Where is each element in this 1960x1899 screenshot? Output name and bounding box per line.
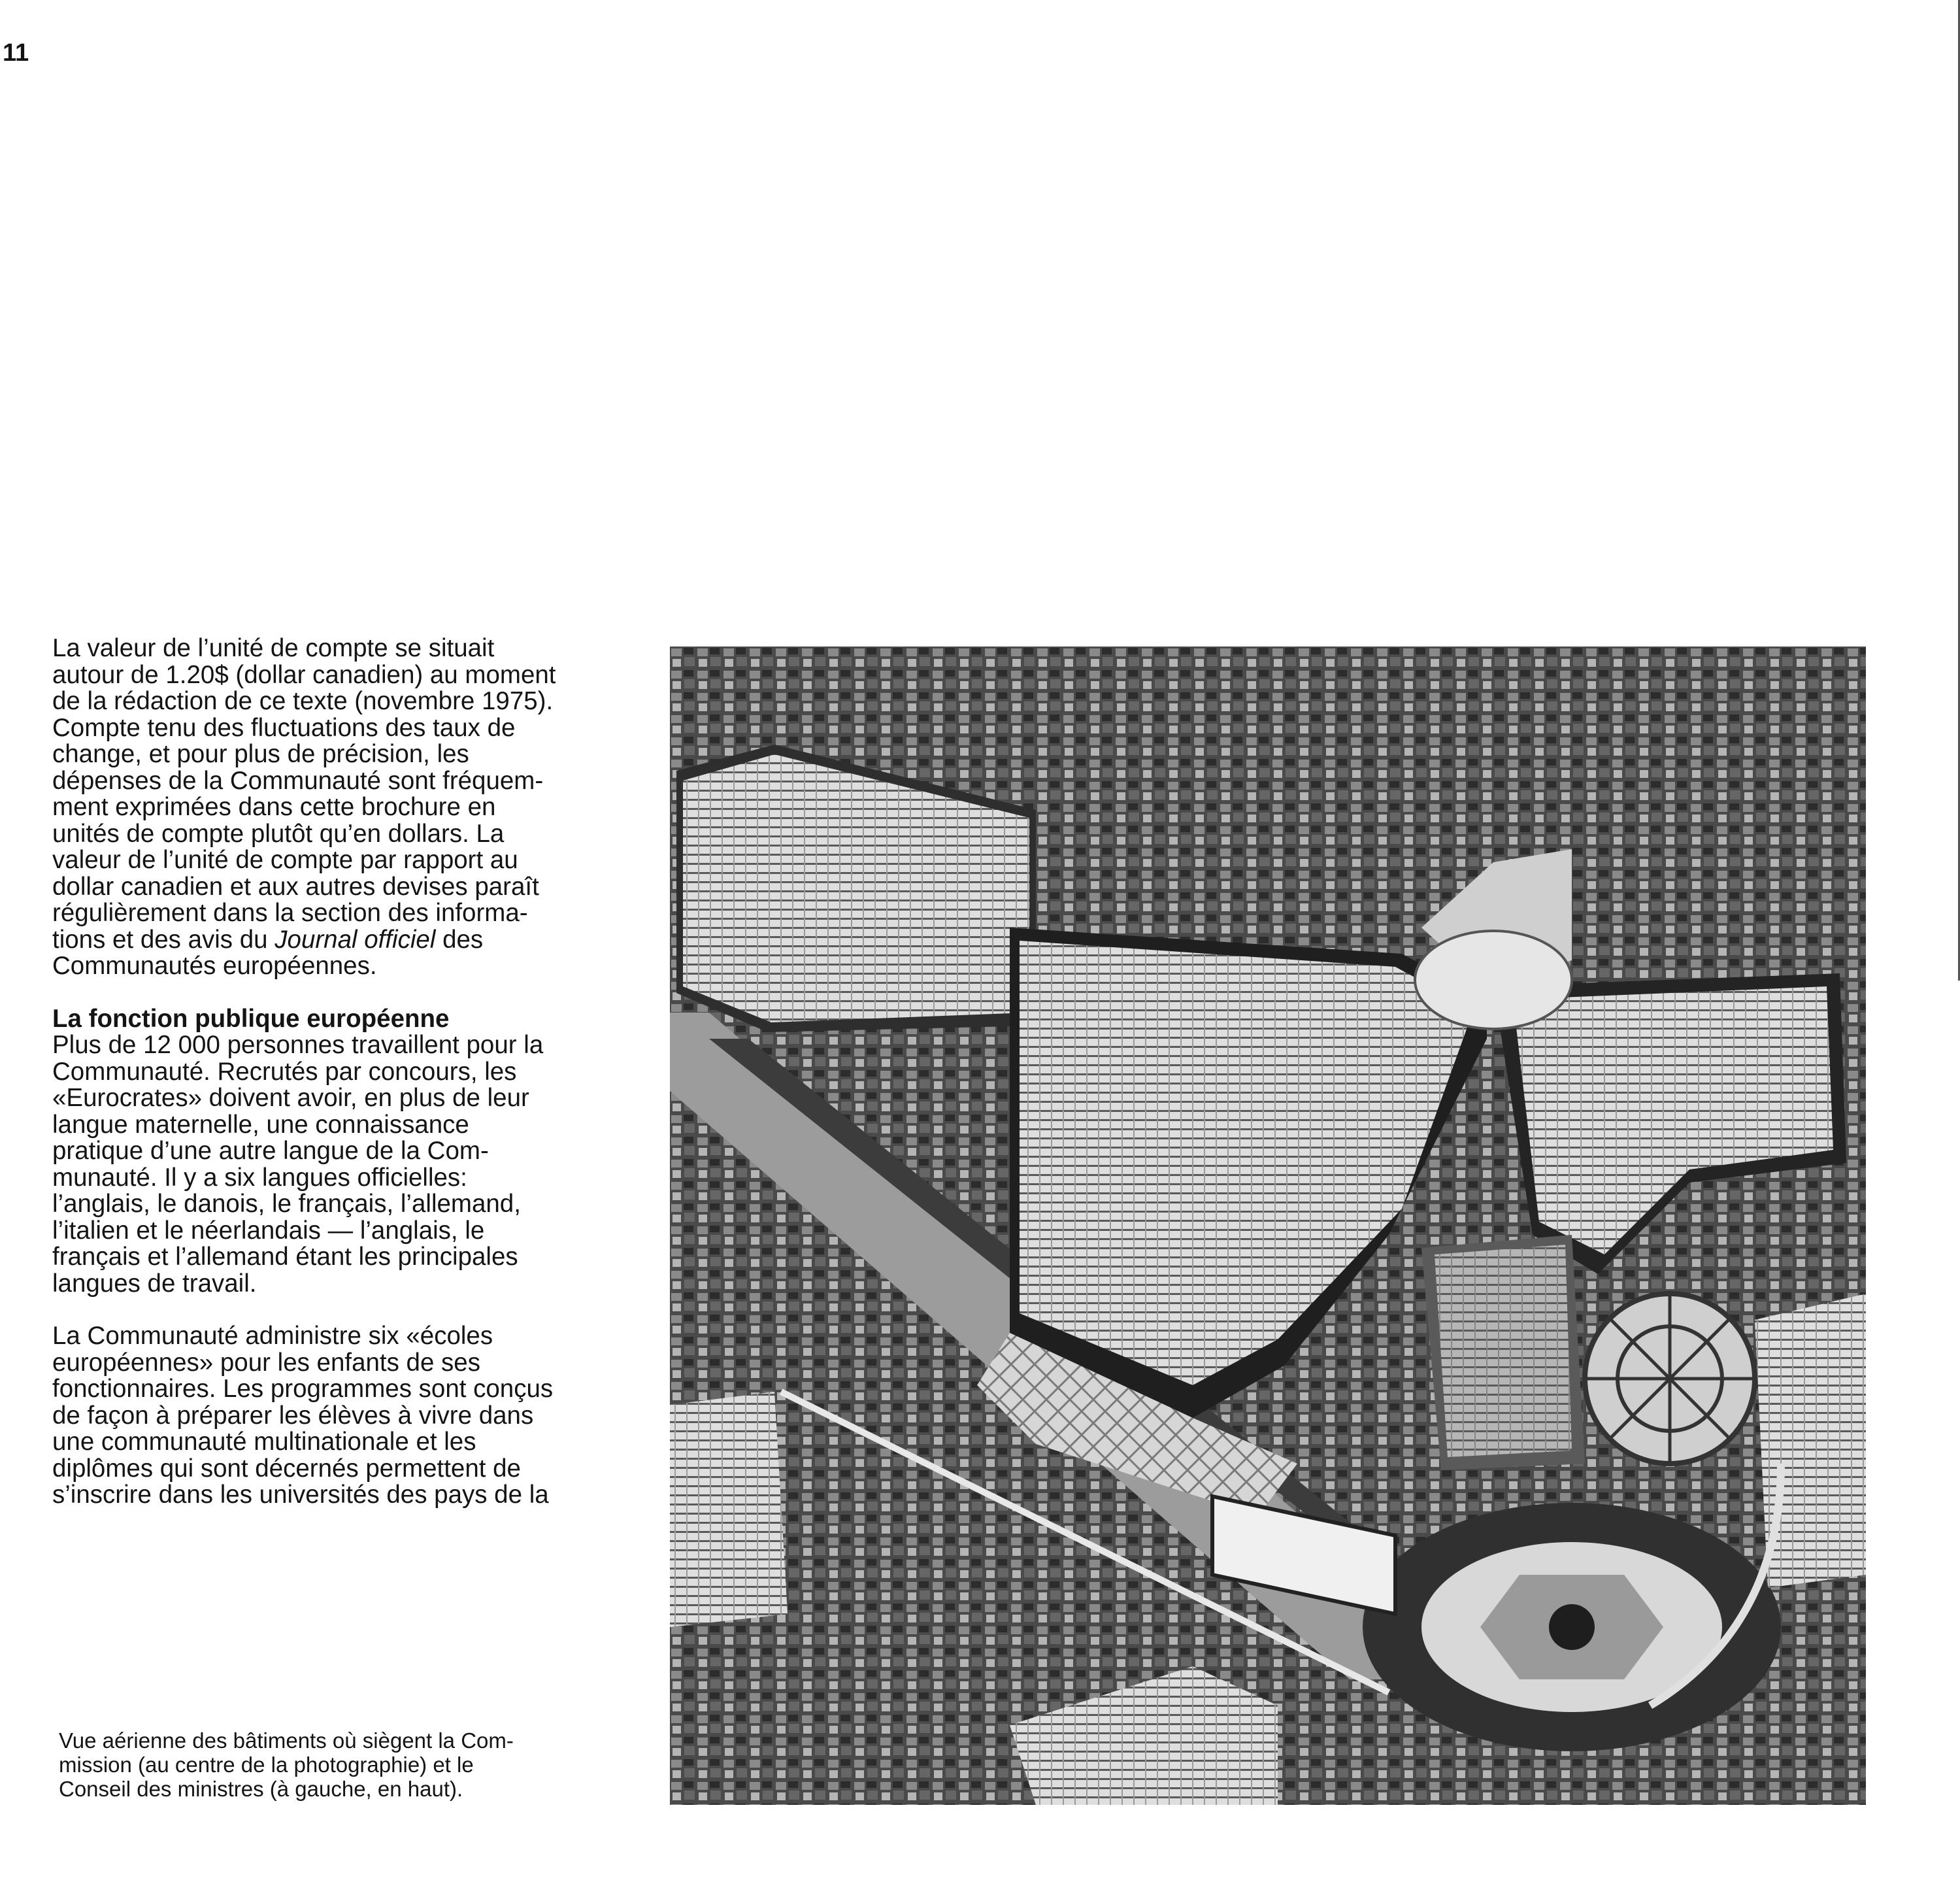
text-line: européennes» pour les enfants de ses	[52, 1348, 480, 1377]
body-text	[52, 635, 640, 1535]
caption-line: Vue aérienne des bâtiments où siègent la Com-	[59, 1728, 514, 1753]
text-line: unités de compte plutôt qu’en dollars. La	[52, 819, 505, 848]
text-line: dépenses de la Communauté sont fréquem-	[52, 766, 544, 795]
text-line: langue maternelle, une connaissance	[52, 1110, 469, 1139]
page-number: 11	[3, 39, 29, 67]
paragraph-european-schools	[52, 1323, 640, 1509]
text-line: l’italien et le néerlandais — l’anglais, le	[52, 1216, 485, 1245]
aerial-photo	[670, 647, 1866, 1805]
text-line: pratique d’une autre langue de la Com-	[52, 1137, 489, 1165]
text-line: diplômes qui sont décernés permettent de	[52, 1454, 521, 1483]
text-line: change, et pour plus de précision, les	[52, 740, 469, 768]
text-fragment: des	[435, 925, 484, 954]
text-line: valeur de l’unité de compte par rapport au	[52, 846, 518, 874]
caption-line: Conseil des ministres (à gauche, en haut).	[59, 1777, 463, 1801]
text-line: Communautés européennes.	[52, 952, 377, 980]
text-line: Plus de 12 000 personnes travaillent pour la	[52, 1031, 544, 1059]
text-line: La Communauté administre six «écoles	[52, 1322, 493, 1350]
photo-caption	[59, 1728, 621, 1801]
text-line: régulièrement dans la section des informa-	[52, 899, 528, 927]
text-line: de façon à préparer les élèves à vivre dans	[52, 1401, 534, 1430]
caption-line: mission (au centre de la photographie) et le	[59, 1753, 474, 1777]
text-line-with-italic	[52, 927, 640, 954]
text-line: l’anglais, le danois, le français, l’allemand,	[52, 1190, 521, 1218]
text-line: autour de 1.20$ (dollar canadien) au moment	[52, 660, 556, 689]
text-line: ment exprimées dans cette brochure en	[52, 793, 496, 821]
text-line: français et l’allemand étant les principales	[52, 1243, 518, 1271]
text-line: dollar canadien et aux autres devises paraît	[52, 872, 539, 901]
paragraph-civil-service	[52, 1006, 640, 1298]
text-line: Communauté. Recrutés par concours, les	[52, 1057, 517, 1086]
text-fragment: tions et des avis du	[52, 925, 275, 954]
text-line: «Eurocrates» doivent avoir, en plus de leur	[52, 1084, 529, 1112]
section-heading: La fonction publique européenne	[52, 1004, 450, 1033]
text-line: munauté. Il y a six langues officielles:	[52, 1163, 467, 1192]
text-line: s’inscrire dans les universités des pays de la	[52, 1481, 549, 1509]
journal-officiel-title: Journal officiel	[274, 925, 436, 954]
paragraph-unit-of-account	[52, 635, 640, 980]
text-line: Compte tenu des fluctuations des taux de	[52, 713, 516, 742]
text-line: La valeur de l’unité de compte se situait	[52, 634, 495, 662]
text-line: fonctionnaires. Les programmes sont conçus	[52, 1375, 554, 1403]
aerial-photo-illustration	[670, 647, 1866, 1805]
text-line: de la rédaction de ce texte (novembre 1975).	[52, 687, 554, 715]
text-line: une communauté multinationale et les	[52, 1428, 476, 1456]
text-line: langues de travail.	[52, 1269, 257, 1298]
